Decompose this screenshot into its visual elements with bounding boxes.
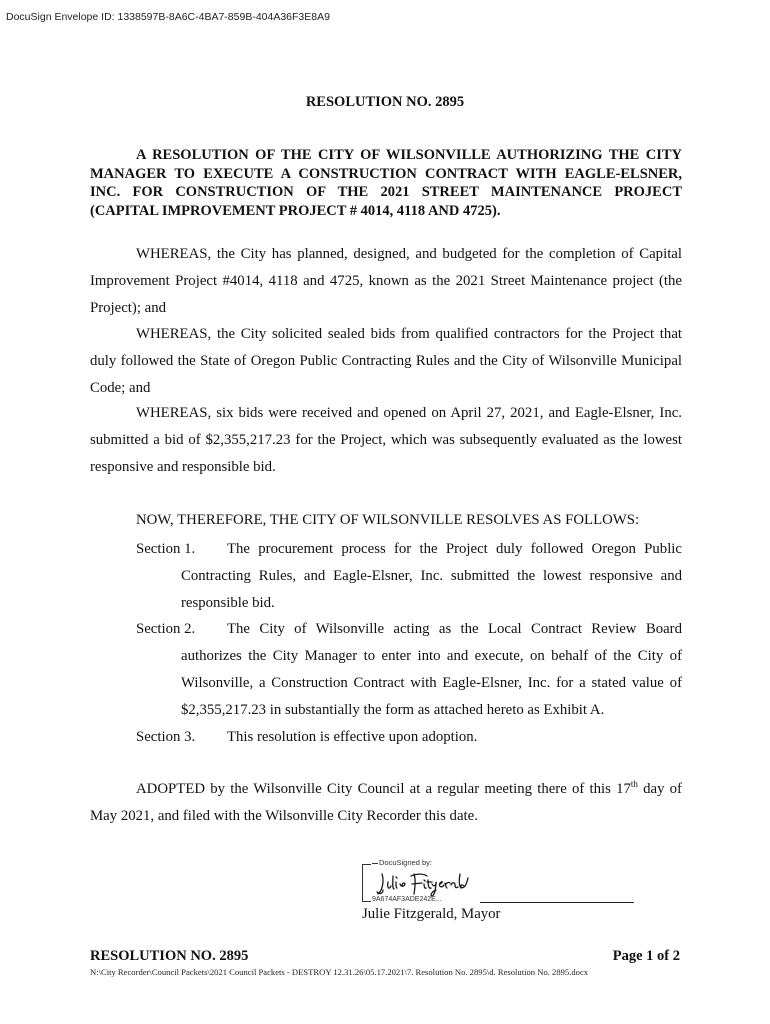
resolution-caption	[90, 146, 682, 220]
section-2-label: Section 2.	[136, 621, 196, 637]
section-2	[136, 616, 682, 724]
section-2-text: The City of Wilsonville acting as the Local Contract Review Board authorizes the City Manager to enter into and execute, on behalf of the City of Wilsonville, a Construction Contract with Eagle-Elsner, Inc. for a stated value of $2,355,217.23 in substantially the form as attached hereto as Exhibit A.	[181, 621, 682, 718]
whereas-paragraph-1: WHEREAS, the City has planned, designed, and budgeted for the completion of Capital Improvement Project #4014, 4118 and 4725, known as the 2021 Street Maintenance project (the Project); and	[90, 246, 682, 316]
section-1	[136, 536, 682, 617]
whereas-paragraph-3: WHEREAS, six bids were received and opened on April 27, 2021, and Eagle-Elsner, Inc. submitted a bid of $2,355,217.23 for the Project, which was subsequently evaluated as the lowest responsive and responsible bid.	[90, 405, 682, 475]
docusign-bracket	[362, 864, 371, 902]
docusigned-by-label: DocuSigned by:	[372, 858, 432, 867]
section-1-text: The procurement process for the Project duly followed Oregon Public Contracting Rules, and Eagle-Elsner, Inc. submitted the lowest responsive and responsible bid.	[181, 541, 682, 611]
now-therefore-heading: NOW, THEREFORE, THE CITY OF WILSONVILLE RESOLVES AS FOLLOWS:	[136, 512, 640, 528]
footer-page-number: Page 1 of 2	[612, 948, 680, 964]
resolution-title: RESOLUTION NO. 2895	[305, 94, 465, 110]
signature-block	[362, 858, 634, 928]
adopted-text-end: day of May 2021, and filed with the Wilsonville City Recorder this date.	[90, 781, 682, 824]
section-3-label: Section 3.	[136, 729, 196, 745]
footer-file-path: N:\City Recorder\Council Packets\2021 Council Packets - DESTROY 12.31.26\05.17.2021\7. Resolution No. 2895\d. Resolution No. 2895.docx	[90, 967, 589, 977]
docusign-envelope-id: DocuSign Envelope ID: 1338597B-8A6C-4BA7-859B-404A36F3E8A9	[6, 11, 330, 23]
section-3-text: This resolution is effective upon adoption.	[227, 729, 478, 745]
handwritten-signature-icon	[374, 868, 484, 898]
section-1-label: Section 1.	[136, 541, 196, 557]
signer-name: Julie Fitzgerald, Mayor	[362, 906, 501, 922]
whereas-paragraph-2: WHEREAS, the City solicited sealed bids from qualified contractors for the Project that duly followed the State of Oregon Public Contracting Rules and the City of Wilsonville Municipal Code; and	[90, 326, 682, 396]
caption-text: A RESOLUTION OF THE CITY OF WILSONVILLE AUTHORIZING THE CITY MANAGER TO EXECUTE A CONSTRUCTION CONTRACT WITH EAGLE-ELSNER, INC. FOR CONSTRUCTION OF THE 2021 STREET MAINTENANCE PROJECT (CAPITAL IMPROVEMENT PROJECT # 4014, 4118 AND 4725).	[90, 147, 682, 219]
adopted-text-start: ADOPTED by the Wilsonville City Council at a regular meeting there of this 17	[136, 781, 631, 797]
section-3	[136, 724, 682, 751]
adopted-paragraph	[90, 776, 682, 830]
adopted-ordinal-suffix: th	[630, 779, 638, 790]
footer-resolution-number: RESOLUTION NO. 2895	[90, 948, 249, 964]
signature-line	[480, 902, 634, 903]
docusign-hash: 9A674AF3ADE242E...	[372, 896, 442, 903]
